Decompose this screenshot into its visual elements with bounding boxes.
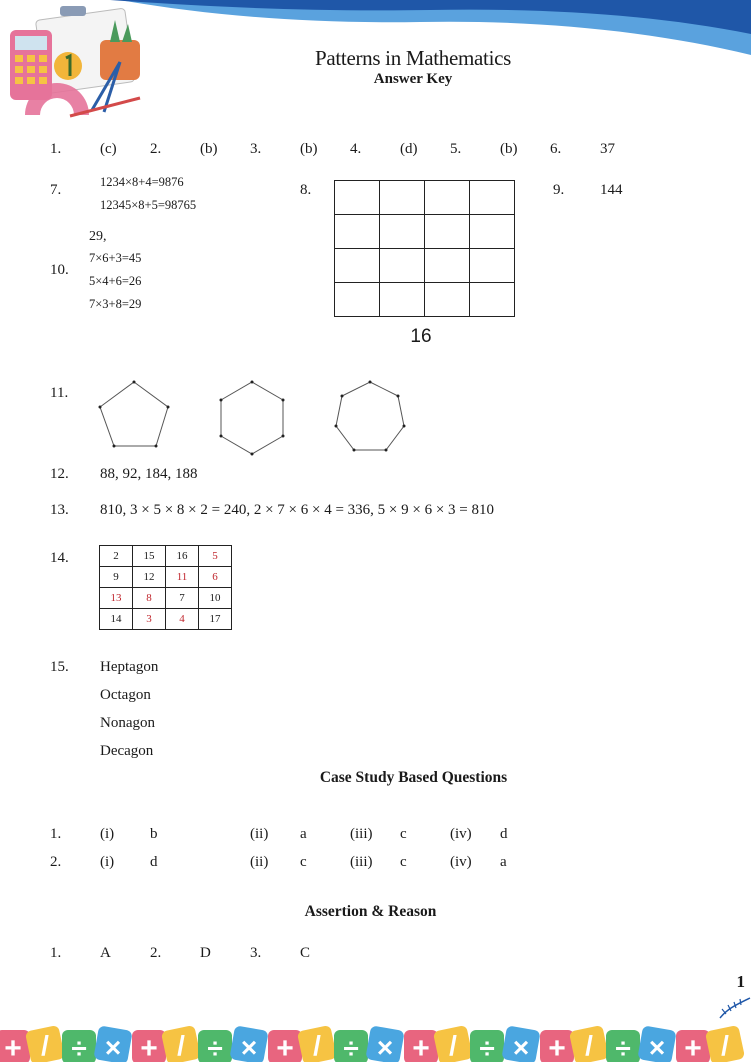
assertion-heading: Assertion & Reason [304, 903, 437, 920]
case-1-answer-i: b [150, 826, 158, 842]
svg-text:÷: ÷ [343, 1033, 359, 1062]
q8-grid-caption: 16 [410, 326, 432, 347]
svg-text:+: + [140, 1032, 158, 1062]
pentagon-shape [100, 382, 168, 446]
q1-number: 1. [50, 141, 62, 157]
q14-cell: 3 [133, 609, 166, 630]
svg-text:×: × [376, 1032, 394, 1062]
q14-cell: 9 [100, 567, 133, 588]
q3-answer: (b) [300, 141, 318, 157]
q7-number: 7. [50, 182, 62, 198]
svg-text:/: / [585, 1030, 593, 1061]
ar-2-answer: D [200, 945, 211, 961]
svg-text:+: + [4, 1032, 22, 1062]
math-tools-illustration-icon [0, 0, 155, 125]
svg-text:÷: ÷ [615, 1033, 631, 1062]
svg-text:×: × [240, 1032, 258, 1062]
q10-line-2: 7×6+3=45 [89, 251, 142, 265]
svg-text:÷: ÷ [207, 1033, 223, 1062]
page-number: 1 [736, 972, 745, 991]
q15-line-1: Heptagon [100, 659, 159, 675]
svg-text:+: + [276, 1032, 294, 1062]
q8-square-grid [334, 180, 515, 317]
case-2-part-iv: (iv) [450, 854, 472, 870]
page-subtitle: Answer Key [373, 71, 453, 87]
svg-text:+: + [684, 1032, 702, 1062]
hexagon-shape [221, 382, 283, 454]
q14-cell: 4 [166, 609, 199, 630]
footer-math-symbols-band [0, 1022, 751, 1062]
q15-line-3: Nonagon [100, 715, 155, 731]
q9-number: 9. [553, 182, 565, 198]
q15-number: 15. [50, 659, 69, 675]
q11-polygons [90, 372, 420, 462]
ar-3-answer: C [300, 945, 311, 961]
corner-plant-icon [716, 994, 751, 1022]
q1-answer: (c) [100, 141, 117, 157]
case-1-answer-iv: d [500, 826, 508, 842]
svg-text:/: / [449, 1030, 457, 1061]
q12-answer: 88, 92, 184, 188 [100, 466, 198, 482]
case-1-part-iii: (iii) [350, 826, 373, 842]
case-1-answer-ii: a [300, 826, 307, 842]
q4-number: 4. [350, 141, 362, 157]
ar-1-answer: A [100, 945, 111, 961]
q10-line-4: 7×3+8=29 [89, 297, 142, 311]
q7-line-2: 12345×8+5=98765 [100, 198, 197, 212]
q13-number: 13. [50, 502, 69, 518]
ar-3-number: 3. [250, 945, 262, 961]
q10-line-1: 29, [89, 229, 107, 244]
case-2-part-iii: (iii) [350, 854, 373, 870]
svg-text:÷: ÷ [479, 1033, 495, 1062]
svg-text:×: × [648, 1032, 666, 1062]
q3-number: 3. [250, 141, 262, 157]
case-1-part-iv: (iv) [450, 826, 472, 842]
svg-text:×: × [512, 1032, 530, 1062]
svg-text:/: / [721, 1030, 729, 1061]
svg-text:÷: ÷ [71, 1033, 87, 1062]
case-2-answer-iii: c [400, 854, 407, 870]
q14-cell: 7 [166, 588, 199, 609]
q2-number: 2. [150, 141, 162, 157]
q14-cell: 17 [199, 609, 232, 630]
q15-line-2: Octagon [100, 687, 151, 703]
q15-line-4: Decagon [100, 743, 154, 759]
page-title: Patterns in Mathematics [314, 46, 512, 70]
q14-number: 14. [50, 550, 69, 566]
ar-2-number: 2. [150, 945, 162, 961]
case-2-part-i: (i) [100, 854, 115, 870]
q12-number: 12. [50, 466, 69, 482]
q14-cell: 12 [133, 567, 166, 588]
ar-1-number: 1. [50, 945, 62, 961]
q14-number-table [99, 545, 232, 630]
case-1-number: 1. [50, 826, 62, 842]
q14-cell: 13 [100, 588, 133, 609]
q14-cell: 11 [166, 567, 199, 588]
q14-cell: 14 [100, 609, 133, 630]
case-2-number: 2. [50, 854, 62, 870]
q4-answer: (d) [400, 141, 418, 157]
case-1-part-ii: (ii) [250, 826, 269, 842]
svg-text:/: / [177, 1030, 185, 1061]
q5-answer: (b) [500, 141, 518, 157]
q14-cell: 10 [199, 588, 232, 609]
q8-number: 8. [300, 182, 312, 198]
case-2-answer-ii: c [300, 854, 307, 870]
q10-line-3: 5×4+6=26 [89, 274, 142, 288]
q10-number: 10. [50, 262, 69, 278]
q6-number: 6. [550, 141, 562, 157]
q13-answer: 810, 3 × 5 × 8 × 2 = 240, 2 × 7 × 6 × 4 = 336, 5 × 9 × 6 × 3 = 810 [100, 502, 495, 518]
svg-text:+: + [412, 1032, 430, 1062]
case-2-part-ii: (ii) [250, 854, 269, 870]
q11-number: 11. [50, 385, 69, 401]
case-2-answer-iv: a [500, 854, 507, 870]
heptagon-shape [336, 382, 404, 450]
svg-text:+: + [548, 1032, 566, 1062]
q9-answer: 144 [600, 182, 623, 198]
q14-cell: 15 [133, 546, 166, 567]
case-1-answer-iii: c [400, 826, 407, 842]
case-2-answer-i: d [150, 854, 158, 870]
q5-number: 5. [450, 141, 462, 157]
q2-answer: (b) [200, 141, 218, 157]
case-study-heading: Case Study Based Questions [319, 769, 508, 786]
q14-cell: 8 [133, 588, 166, 609]
q7-line-1: 1234×8+4=9876 [100, 175, 184, 189]
case-1-part-i: (i) [100, 826, 115, 842]
q14-cell: 5 [199, 546, 232, 567]
svg-text:/: / [41, 1030, 49, 1061]
q14-cell: 16 [166, 546, 199, 567]
svg-text:×: × [104, 1032, 122, 1062]
svg-text:/: / [313, 1030, 321, 1061]
q14-cell: 2 [100, 546, 133, 567]
q14-cell: 6 [199, 567, 232, 588]
q6-answer: 37 [600, 141, 615, 157]
